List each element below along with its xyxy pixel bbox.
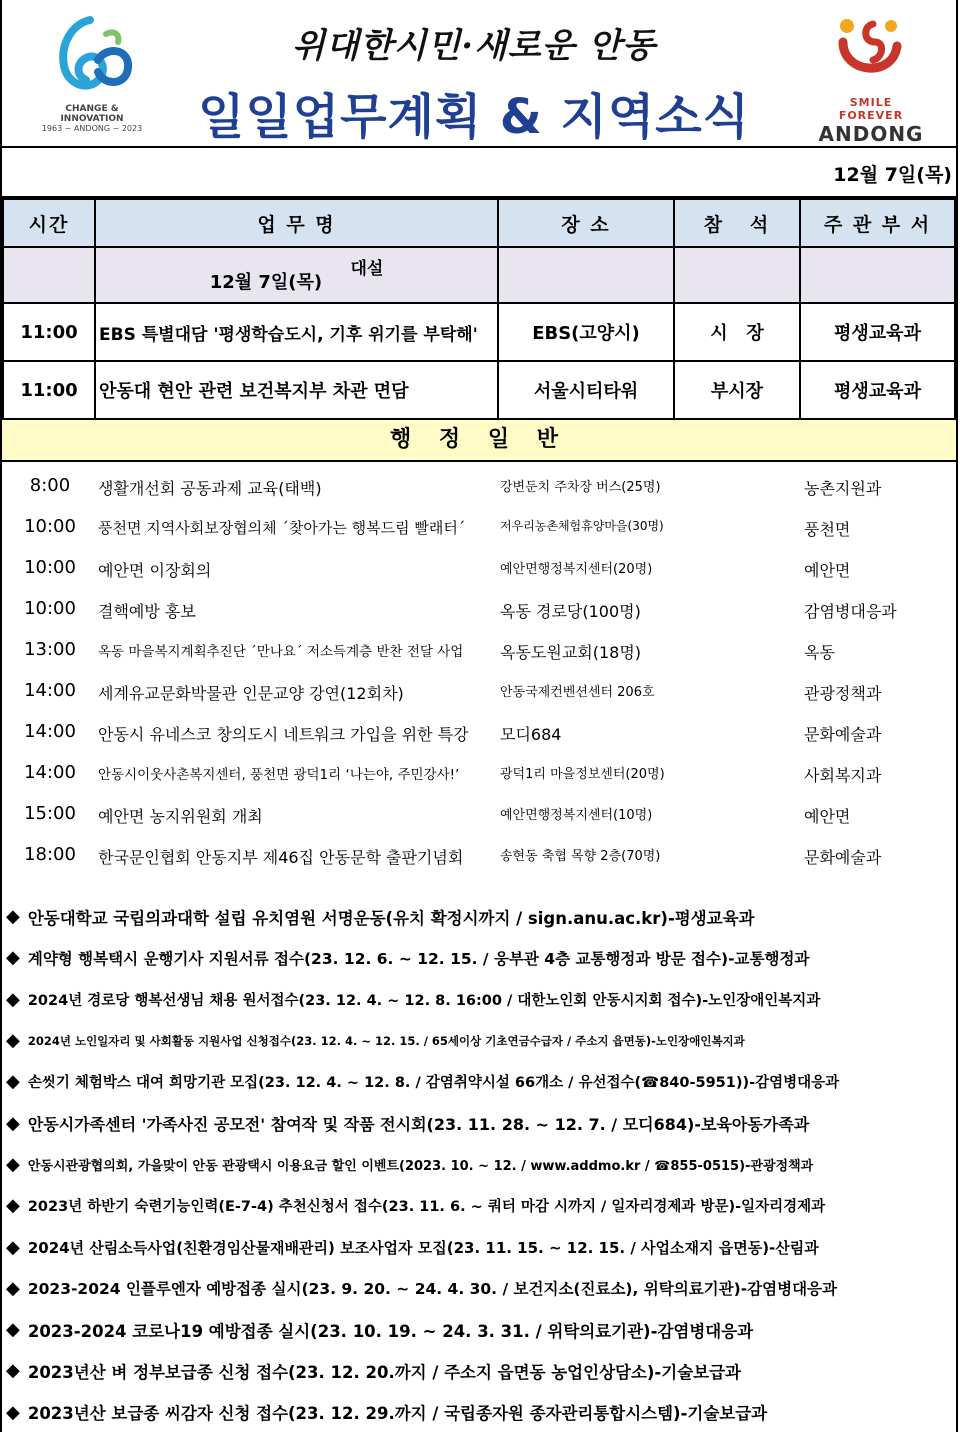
notice-text: 2023년산 벼 정부보급종 신청 접수(23. 12. 20.까지 / 주소지 읍면동 농업인상담소)-기술보급과: [27, 1362, 741, 1382]
column-header: 시간: [3, 199, 95, 247]
list-item: [2, 712, 956, 753]
admin-task: 옥동 마을복지계획추진단 ´만나요´ 저소득계층 반찬 전달 사업: [98, 644, 464, 660]
anniversary-tag: CHANGE & INNOVATION: [60, 104, 124, 124]
admin-place: 안동국제컨벤션센터 206호: [500, 685, 655, 700]
diamond-bullet-icon: ◆: [6, 1401, 20, 1423]
notice-text: 손씻기 체험박스 대여 희망기관 모집(23. 12. 4. ~ 12. 8. / 감염취약시설 66개소 / 유선접수(☎840-5951))-감염병대응과: [27, 1075, 840, 1092]
list-item: [2, 589, 956, 630]
diamond-bullet-icon: ◆: [6, 1360, 20, 1382]
schedule-task: 안동대 현안 관련 보건복지부 차관 면담: [95, 361, 498, 419]
date-row: [2, 148, 956, 198]
notice-item: [2, 1350, 956, 1391]
notice-text: 2024년 산림소득사업(친환경임산물재배관리) 보조사업자 모집(23. 11. 15. ~ 12. 15. / 사업소재지 읍면동)-산림과: [27, 1238, 819, 1257]
schedule-attendee: 부시장: [674, 361, 800, 419]
admin-place: 강변둔치 주차장 버스(25명): [500, 480, 661, 495]
list-item: [2, 835, 956, 876]
andong-brand-logo: [816, 12, 926, 146]
column-header: 참 석: [674, 199, 800, 247]
diamond-bullet-icon: ◆: [6, 1071, 20, 1093]
notice-text: 안동대학교 국립의과대학 설립 유치염원 서명운동(유치 확정시까지 / sign.anu.ac.kr)-평생교육과: [27, 908, 755, 928]
admin-dept: 옥동: [804, 643, 835, 662]
empty-cell: [498, 247, 674, 303]
admin-time: 10:00: [24, 516, 76, 537]
admin-task: 안동시이웃사촌복지센터, 풍천면 광덕1리 ‘나는야, 주민강사!’: [98, 767, 460, 783]
admin-time: 10:00: [24, 598, 76, 619]
list-item: [2, 753, 956, 794]
list-item: [2, 630, 956, 671]
admin-section-heading: 행 정 일 반: [2, 420, 956, 462]
table-row: [3, 303, 955, 361]
notice-list: [2, 876, 956, 1433]
sixty-emblem-icon: [46, 14, 138, 98]
smile-emblem-icon: [833, 12, 909, 92]
admin-task: 예안면 농지위원회 개최: [98, 807, 263, 826]
schedule-task: EBS 특별대담 '평생학습도시, 기후 위기를 부탁해': [95, 303, 498, 361]
diamond-bullet-icon: ◆: [6, 906, 20, 928]
admin-place: 광덕1리 마을정보센터(20명): [500, 767, 665, 782]
notice-item: [2, 896, 956, 937]
admin-dept: 풍천면: [804, 520, 851, 539]
anniversary-years: 1963 ~ ANDONG ~ 2023: [41, 124, 143, 133]
notice-text: 2023년 하반기 숙련기능인력(E-7-4) 추천신청서 접수(23. 11. 6. ~ 쿼터 마감 시까지 / 일자리경제과 방문)-일자리경제과: [27, 1199, 826, 1216]
notice-text: 계약형 행복택시 운행기사 지원서류 접수(23. 12. 6. ~ 12. 15. / 웅부관 4층 교통행정과 방문 접수)-교통행정과: [27, 949, 810, 968]
schedule-date-cell: [95, 247, 498, 303]
admin-place: 예안면행정복지센터(20명): [500, 562, 653, 577]
notice-text: 안동시가족센터 '가족사진 공모전' 참여작 및 작품 전시회(23. 11. 28. ~ 12. 7. / 모디684)-보육아동가족과: [27, 1114, 810, 1134]
diamond-bullet-icon: ◆: [6, 1277, 20, 1299]
list-item: [2, 548, 956, 589]
notice-item: [2, 1061, 956, 1102]
admin-place: 저우리농촌체험휴양마을(30명): [500, 519, 664, 533]
notice-item: [2, 1309, 956, 1350]
admin-time: 18:00: [24, 844, 76, 865]
brand-line-2: ANDONG: [818, 122, 924, 146]
notice-text: 2023-2024 코로나19 예방접종 실시(23. 10. 19. ~ 24. 3. 31. / 위탁의료기관)-감염병대응과: [27, 1321, 754, 1341]
diamond-bullet-icon: ◆: [6, 1153, 20, 1175]
diamond-bullet-icon: ◆: [6, 1319, 20, 1341]
schedule-table: [2, 198, 956, 420]
admin-time: 10:00: [24, 557, 76, 578]
diamond-bullet-icon: ◆: [6, 988, 20, 1010]
notice-text: 2023-2024 인플루엔자 예방접종 실시(23. 9. 20. ~ 24. 4. 30. / 보건지소(진료소), 위탁의료기관)-감염병대응과: [27, 1280, 837, 1299]
admin-dept: 문화예술과: [804, 725, 882, 744]
list-item: [2, 794, 956, 835]
admin-task: 생활개선회 공동과제 교육(태백): [98, 479, 322, 498]
admin-place: 모디684: [500, 725, 562, 744]
admin-time: 14:00: [24, 721, 76, 742]
city-slogan: 위대한시민·새로운 안동: [292, 26, 657, 66]
empty-cell: [674, 247, 800, 303]
schedule-place: 서울시티타워: [498, 361, 674, 419]
diamond-bullet-icon: ◆: [6, 1236, 20, 1258]
notice-text: 2024년 노인일자리 및 사회활동 지원사업 신청접수(23. 12. 4. ~ 12. 15. / 65세이상 기초연금수급자 / 주소지 읍면동)-노인장애인복지과: [27, 1033, 745, 1048]
admin-time: 8:00: [29, 475, 71, 496]
schedule-place: EBS(고양시): [498, 303, 674, 361]
schedule-date: 12월 7일(목): [209, 272, 323, 293]
admin-task: 예안면 이장회의: [98, 561, 212, 580]
column-header: 장 소: [498, 199, 674, 247]
admin-time: 14:00: [24, 680, 76, 701]
seasonal-term: 대설: [350, 259, 384, 279]
column-header: 업 무 명: [95, 199, 498, 247]
admin-task: 안동시 유네스코 창의도시 네트워크 가입을 위한 특강: [98, 725, 469, 744]
diamond-bullet-icon: ◆: [6, 947, 20, 969]
notice-item: [2, 1102, 956, 1143]
list-item: [2, 466, 956, 507]
diamond-bullet-icon: ◆: [6, 1030, 20, 1052]
admin-list: [2, 462, 956, 876]
document-date: 12월 7일(목): [833, 164, 952, 186]
admin-time: 14:00: [24, 762, 76, 783]
notice-text: 2023년산 보급종 씨감자 신청 접수(23. 12. 29.까지 / 국립종자원 종자관리통합시스템)-기술보급과: [27, 1404, 768, 1424]
notice-text: 2024년 경로당 행복선생님 채용 원서접수(23. 12. 4. ~ 12. 8. 16:00 / 대한노인회 안동시지회 접수)-노인장애인복지과: [27, 992, 821, 1009]
admin-place: 송현동 축협 목향 2층(70명): [500, 849, 661, 864]
admin-task: 세계유교문화박물관 인문교양 강연(12회차): [98, 684, 404, 703]
header: [2, 0, 956, 148]
admin-place: 예안면행정복지센터(10명): [500, 808, 653, 823]
anniversary-logo: [38, 14, 146, 132]
admin-task: 풍천면 지역사회보장협의체 ´찾아가는 행복드림 빨래터´: [98, 519, 466, 537]
admin-task: 한국문인협회 안동지부 제46집 안동문학 출판기념회: [98, 848, 464, 867]
column-header: 주 관 부 서: [800, 199, 955, 247]
admin-time: 13:00: [24, 639, 76, 660]
admin-place: 옥동 경로당(100명): [500, 602, 641, 621]
admin-dept: 문화예술과: [804, 848, 882, 867]
schedule-date-row: [3, 247, 955, 303]
admin-dept: 예안면: [804, 807, 851, 826]
admin-time: 15:00: [24, 803, 76, 824]
schedule-attendee: 시 장: [674, 303, 800, 361]
schedule-dept: 평생교육과: [800, 303, 955, 361]
notice-text: 안동시관광협의회, 가을맞이 안동 관광택시 이용요금 할인 이벤트(2023. 10. ~ 12. / www.addmo.kr / ☎855-0515)-관광정책과: [27, 1158, 814, 1174]
admin-dept: 사회복지과: [804, 766, 882, 785]
schedule-time: 11:00: [3, 303, 95, 361]
empty-cell: [3, 247, 95, 303]
admin-place: 옥동도원교회(18명): [500, 643, 642, 662]
schedule-dept: 평생교육과: [800, 361, 955, 419]
diamond-bullet-icon: ◆: [6, 1195, 20, 1217]
notice-item: [2, 1020, 956, 1061]
notice-item: [2, 1392, 956, 1433]
admin-dept: 관광정책과: [804, 684, 882, 703]
notice-item: [2, 937, 956, 978]
notice-item: [2, 1268, 956, 1309]
schedule-header-row: [3, 199, 955, 247]
list-item: [2, 507, 956, 548]
table-row: [3, 361, 955, 419]
admin-dept: 감염병대응과: [804, 602, 897, 621]
list-item: [2, 671, 956, 712]
admin-task: 결핵예방 홍보: [98, 602, 196, 621]
notice-item: [2, 1185, 956, 1226]
schedule-time: 11:00: [3, 361, 95, 419]
notice-item: [2, 1144, 956, 1185]
admin-dept: 농촌지원과: [804, 479, 882, 498]
empty-cell: [800, 247, 955, 303]
page-title: 일일업무계획 & 지역소식: [198, 89, 750, 145]
admin-dept: 예안면: [804, 561, 851, 580]
notice-item: [2, 979, 956, 1020]
brand-line-1: SMILE FOREVER: [838, 96, 904, 122]
notice-item: [2, 1226, 956, 1267]
diamond-bullet-icon: ◆: [6, 1112, 20, 1134]
